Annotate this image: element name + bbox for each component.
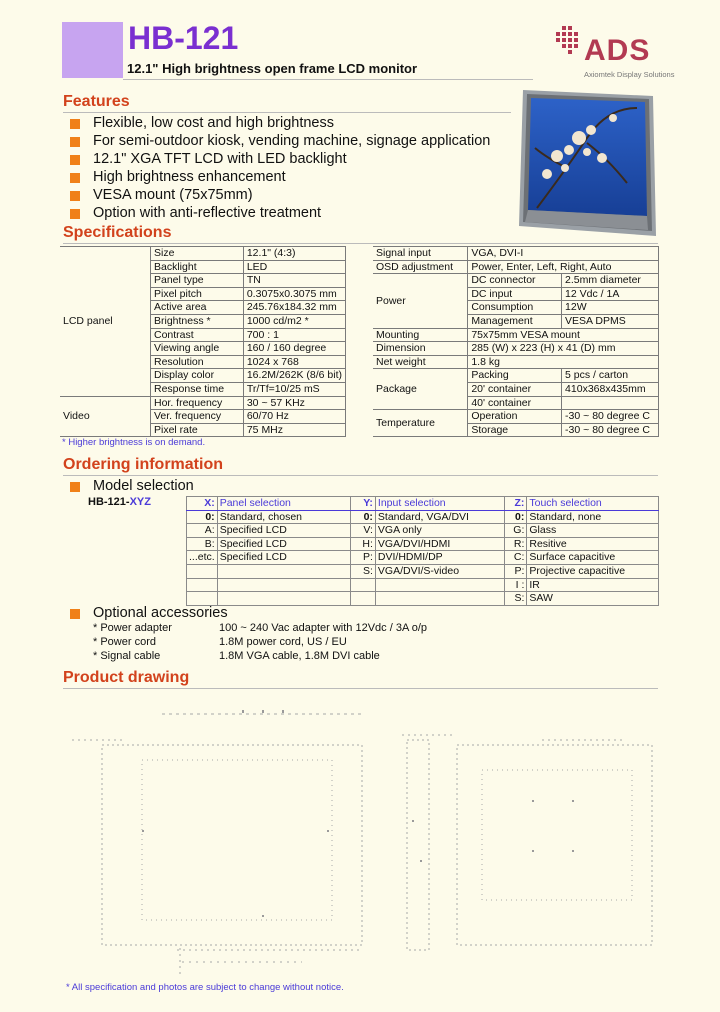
bullet-icon xyxy=(70,155,80,165)
spec-value: 30 ~ 57 KHz xyxy=(243,396,345,410)
option-key: A: xyxy=(187,524,218,538)
bullet-icon xyxy=(70,482,80,492)
option-value: VGA/DVI/HDMI xyxy=(375,537,505,551)
spec-value: 160 / 160 degree xyxy=(243,342,345,356)
spec-value: 245.76x184.32 mm xyxy=(243,301,345,315)
option-key: I : xyxy=(505,578,527,592)
feature-item: Option with anti-reflective treatment xyxy=(93,205,322,221)
ordering-row xyxy=(187,592,659,606)
spec-key: Resolution xyxy=(151,355,244,369)
spec-value: 1.8 kg xyxy=(468,355,659,369)
spec-value: TN xyxy=(243,274,345,288)
option-value: Glass xyxy=(527,524,659,538)
model-selection-label: Model selection xyxy=(93,478,194,494)
features-heading: Features xyxy=(63,93,130,110)
x-key: X: xyxy=(187,497,218,511)
brightness-note: * Higher brightness is on demand. xyxy=(62,437,206,448)
specifications-divider xyxy=(63,243,658,244)
spec-value: 1024 x 768 xyxy=(243,355,345,369)
spec-key: Signal input xyxy=(373,247,468,261)
option-value: Specified LCD xyxy=(217,524,350,538)
feature-item: High brightness enhancement xyxy=(93,169,286,185)
option-value: VGA/DVI/S-video xyxy=(375,564,505,578)
package-label: Package xyxy=(373,369,468,410)
spec-key: Brightness * xyxy=(151,314,244,328)
ordering-row xyxy=(187,537,659,551)
spec-value: 75x75mm VESA mount xyxy=(468,328,659,342)
ads-logo xyxy=(554,24,674,80)
accessory-name: * Power adapter xyxy=(93,622,172,634)
spec-key: Contrast xyxy=(151,328,244,342)
bullet-icon xyxy=(70,173,80,183)
option-value xyxy=(217,564,350,578)
drawing-divider xyxy=(63,688,658,689)
spec-key: Storage xyxy=(468,423,562,437)
accessory-name: * Signal cable xyxy=(93,650,161,662)
feature-item: VESA mount (75x75mm) xyxy=(93,187,253,203)
spec-key: DC input xyxy=(468,287,562,301)
accessory-desc: 1.8M VGA cable, 1.8M DVI cable xyxy=(219,650,380,662)
spec-value: 700 : 1 xyxy=(243,328,345,342)
spec-value: 1000 cd/m2 * xyxy=(243,314,345,328)
logo-text: ADS xyxy=(584,34,651,67)
ordering-row xyxy=(187,578,659,592)
spec-value: 60/70 Hz xyxy=(243,410,345,424)
option-value: DVI/HDMI/DP xyxy=(375,551,505,565)
z-header: Touch selection xyxy=(527,497,659,511)
bullet-icon xyxy=(70,191,80,201)
spec-key: 20' container xyxy=(468,382,562,396)
product-photo xyxy=(517,88,658,240)
spec-table-right xyxy=(373,246,659,437)
spec-value: 12 Vdc / 1A xyxy=(562,287,659,301)
header-color-block xyxy=(62,22,123,78)
video-label: Video xyxy=(60,396,151,437)
spec-value: 12W xyxy=(562,301,659,315)
spec-value: 12.1" (4:3) xyxy=(243,247,345,261)
option-value: Specified LCD xyxy=(217,551,350,565)
option-key: P: xyxy=(505,564,527,578)
spec-key: Operation xyxy=(468,410,562,424)
option-key: C: xyxy=(505,551,527,565)
product-subtitle: 12.1" High brightness open frame LCD monitor xyxy=(127,61,418,76)
temperature-label: Temperature xyxy=(373,410,468,437)
spec-value: 2.5mm diameter xyxy=(562,274,659,288)
option-value: Specified LCD xyxy=(217,537,350,551)
option-key xyxy=(187,592,218,606)
model-code xyxy=(88,496,151,508)
spec-key: Panel type xyxy=(151,274,244,288)
spec-value xyxy=(562,396,659,410)
accessory-desc: 1.8M power cord, US / EU xyxy=(219,636,347,648)
accessory-desc: 100 ~ 240 Vac adapter with 12Vdc / 3A o/p xyxy=(219,622,428,634)
bullet-icon xyxy=(70,609,80,619)
spec-value: Tr/Tf=10/25 mS xyxy=(243,382,345,396)
spec-value: 5 pcs / carton xyxy=(562,369,659,383)
spec-key: Management xyxy=(468,314,562,328)
option-value xyxy=(217,578,350,592)
logo-dots-icon xyxy=(556,26,586,60)
bullet-icon xyxy=(70,119,80,129)
ordering-row xyxy=(187,524,659,538)
accessories-heading: Optional accessories xyxy=(93,605,228,621)
ordering-heading: Ordering information xyxy=(63,456,223,473)
option-key: V: xyxy=(351,524,376,538)
product-title: HB-121 xyxy=(128,20,239,56)
model-prefix: HB-121- xyxy=(88,496,130,508)
option-key: G: xyxy=(505,524,527,538)
option-value: IR xyxy=(527,578,659,592)
header-divider xyxy=(123,79,533,80)
option-key: B: xyxy=(187,537,218,551)
features-divider xyxy=(63,112,511,113)
spec-value: 75 MHz xyxy=(243,423,345,437)
spec-value: 16.2M/262K (8/6 bit) xyxy=(243,369,345,383)
spec-key: Pixel rate xyxy=(151,423,244,437)
option-key: P: xyxy=(351,551,376,565)
spec-key: 40' container xyxy=(468,396,562,410)
option-key xyxy=(351,578,376,592)
spec-key: Pixel pitch xyxy=(151,287,244,301)
spec-value: VESA DPMS xyxy=(562,314,659,328)
bullet-icon xyxy=(70,209,80,219)
option-key xyxy=(187,578,218,592)
product-drawing-heading: Product drawing xyxy=(63,669,190,686)
spec-value: VGA, DVI-I xyxy=(468,247,659,261)
spec-key: Dimension xyxy=(373,342,468,356)
option-key: 0: xyxy=(187,510,218,524)
option-key: S: xyxy=(351,564,376,578)
spec-key: Consumption xyxy=(468,301,562,315)
option-value: Standard, none xyxy=(527,510,659,524)
spec-key: Response time xyxy=(151,382,244,396)
option-value: VGA only xyxy=(375,524,505,538)
footer-note: * All specification and photos are subject to change without notice. xyxy=(66,982,344,993)
option-key xyxy=(351,592,376,606)
spec-key: Hor. frequency xyxy=(151,396,244,410)
ordering-row xyxy=(187,564,659,578)
spec-key: Display color xyxy=(151,369,244,383)
option-key: ...etc. xyxy=(187,551,218,565)
spec-value: Power, Enter, Left, Right, Auto xyxy=(468,260,659,274)
option-value: Surface capacitive xyxy=(527,551,659,565)
option-key: H: xyxy=(351,537,376,551)
option-value xyxy=(375,592,505,606)
option-value: Standard, VGA/DVI xyxy=(375,510,505,524)
specifications-heading: Specifications xyxy=(63,224,172,241)
logo-tagline: Axiomtek Display Solutions xyxy=(584,70,675,79)
x-header: Panel selection xyxy=(217,497,350,511)
ordering-row xyxy=(187,510,659,524)
ordering-divider xyxy=(63,475,658,476)
spec-key: Active area xyxy=(151,301,244,315)
z-key: Z: xyxy=(505,497,527,511)
option-key: S: xyxy=(505,592,527,606)
spec-value: 410x368x435mm xyxy=(562,382,659,396)
feature-item: 12.1" XGA TFT LCD with LED backlight xyxy=(93,151,347,167)
ordering-row xyxy=(187,551,659,565)
lcd-panel-label: LCD panel xyxy=(60,247,151,397)
bullet-icon xyxy=(70,137,80,147)
option-key: R: xyxy=(505,537,527,551)
spec-value: -30 ~ 80 degree C xyxy=(562,423,659,437)
ordering-table xyxy=(186,496,659,606)
spec-key: Viewing angle xyxy=(151,342,244,356)
accessory-name: * Power cord xyxy=(93,636,156,648)
option-value: Projective capacitive xyxy=(527,564,659,578)
spec-key: Packing xyxy=(468,369,562,383)
power-label: Power xyxy=(373,274,468,328)
option-value xyxy=(375,578,505,592)
spec-key: Net weight xyxy=(373,355,468,369)
option-value: Resitive xyxy=(527,537,659,551)
spec-value: LED xyxy=(243,260,345,274)
option-key xyxy=(187,564,218,578)
option-value: Standard, chosen xyxy=(217,510,350,524)
option-value xyxy=(217,592,350,606)
option-value: SAW xyxy=(527,592,659,606)
y-header: Input selection xyxy=(375,497,505,511)
spec-key: Backlight xyxy=(151,260,244,274)
spec-table-left xyxy=(60,246,346,437)
spec-key: OSD adjustment xyxy=(373,260,468,274)
mechanical-drawing xyxy=(62,700,662,980)
feature-item: For semi-outdoor kiosk, vending machine, signage application xyxy=(93,133,491,149)
spec-key: DC connector xyxy=(468,274,562,288)
spec-value: -30 ~ 80 degree C xyxy=(562,410,659,424)
feature-item: Flexible, low cost and high brightness xyxy=(93,115,334,131)
spec-key: Ver. frequency xyxy=(151,410,244,424)
spec-value: 0.3075x0.3075 mm xyxy=(243,287,345,301)
model-suffix: XYZ xyxy=(129,496,151,508)
spec-value: 285 (W) x 223 (H) x 41 (D) mm xyxy=(468,342,659,356)
spec-key: Size xyxy=(151,247,244,261)
option-key: 0: xyxy=(505,510,527,524)
y-key: Y: xyxy=(351,497,376,511)
spec-key: Mounting xyxy=(373,328,468,342)
option-key: 0: xyxy=(351,510,376,524)
